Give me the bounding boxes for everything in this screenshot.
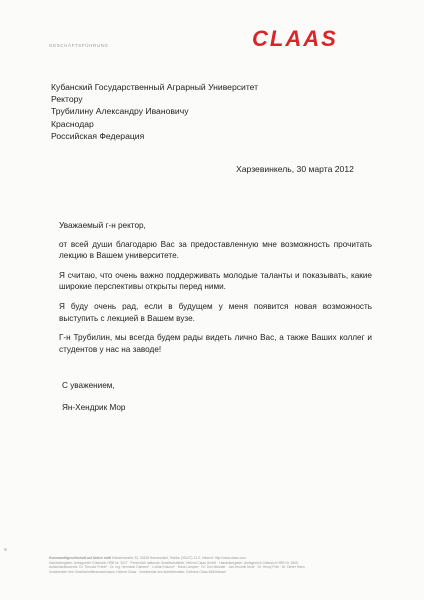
svg-text:CLAAS: CLAAS [252,27,338,49]
body-paragraph: от всей души благодарю Вас за предоставленную мне возможность прочитать лекцию в Вашем университете. [59,239,372,261]
scan-artifact [4,548,7,551]
recipient-line: Кубанский Государственный Аграрный Университет [51,82,259,92]
body-paragraph: Я считаю, что очень важно поддерживать молодые таланты и показывать, какие широкие перспективы открыты перед ними. [59,270,372,292]
salutation: Уважаемый г-н ректор, [59,221,146,230]
claas-logo [250,27,358,49]
recipient-address [51,81,351,142]
letter-date: Харзевинкель, 30 марта 2012 [236,164,354,174]
closing-phrase: С уважением, [62,381,115,390]
footer-line: Handelsregister: Amtsgericht Gütersloh HRB Nr. 3027 · Persönlich haftende Gesellschafterin: Helmut Claas GmbH · Handelsregister: Amtsgericht Gütersloh HRB Nr. 2848 [49,560,298,565]
signer-name: Ян-Хендрик Мор [62,403,126,412]
recipient-line: Краснодар [51,118,94,129]
footer-line: Vorsitzender des Gesellschafterausschusses: Helmut Claas · Vorsitzende des Aufsichtsrates: Cathrina Claas-Mühlhäuser [49,569,227,574]
department-label: GESCHÄFTSFÜHRUNG [49,43,109,48]
footer-line: Aufsichtsratsvorsitz: Dr. Theodor Frank* · Dr. Ing. Hermann Garbers* · Lothar Kriszun* · Hans Lampert · Dr. Tom Meulder · Jan-Hendrik Mohr · Dr. Henry Puhl · Dr. Dieter Hahn [49,565,305,569]
footer-company: Kommanditgesellschaft auf Aktien mbH [49,556,112,560]
recipient-line: Российская Федерация [51,130,145,141]
footer-line: Münsterstraße 33, 33428 Harsewinkel, Telefon (05247) 12-0, Internet: http://www.claas.com [112,556,246,560]
body-paragraph: Я буду очень рад, если в будущем у меня появится новая возможность выступить с лекцией в Вашем вузе. [59,301,372,323]
letter-footer [49,556,379,574]
recipient-line: Трубилину Александру Ивановичу [51,106,189,117]
body-paragraph: Г-н Трубилин, мы всегда будем рады видеть лично Вас, а также Ваших коллег и студентов у нас на заводе! [59,333,372,354]
recipient-line: Ректору [51,94,83,105]
letter-body [59,220,372,363]
